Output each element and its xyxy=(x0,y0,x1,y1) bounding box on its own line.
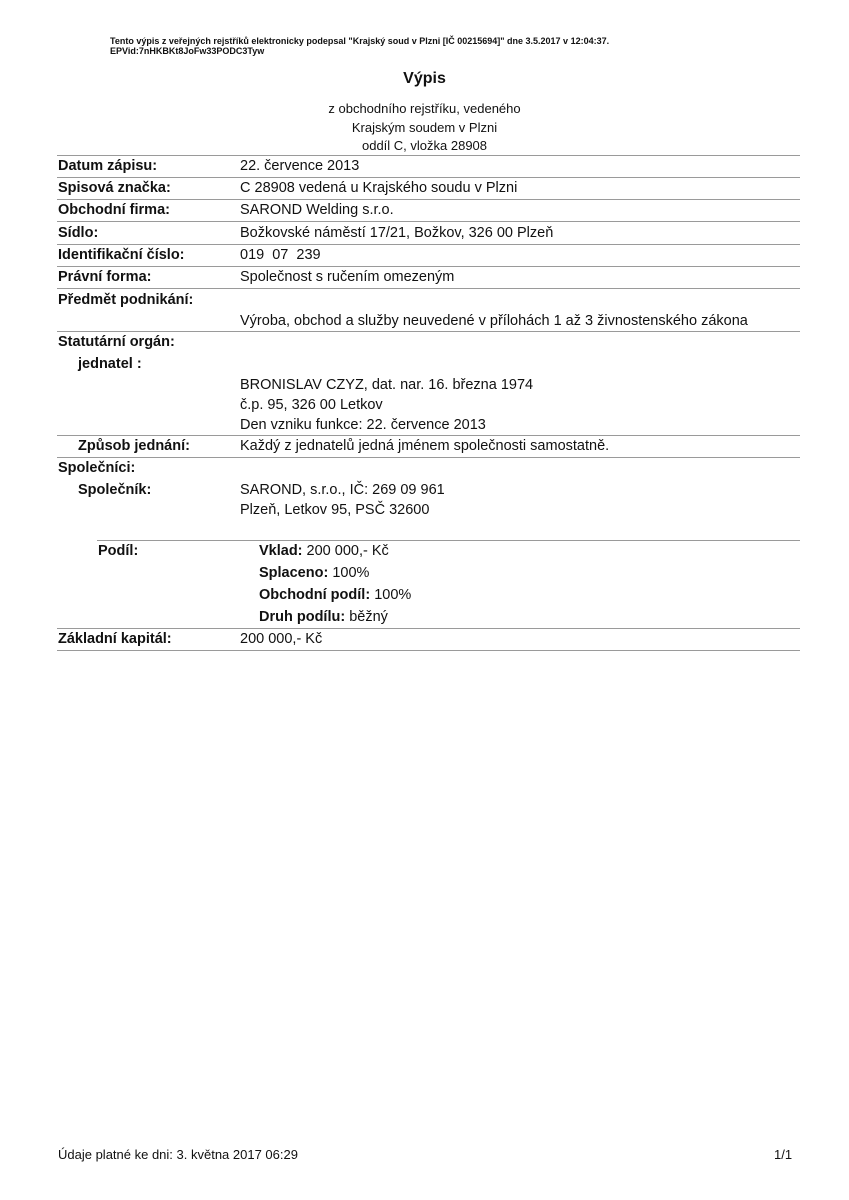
divider xyxy=(57,199,800,200)
label-jednatel: jednatel : xyxy=(78,356,142,372)
label-spolecnik: Společník: xyxy=(78,482,152,498)
label-spolecnici: Společníci: xyxy=(58,460,136,476)
jednatel-address: č.p. 95, 326 00 Letkov xyxy=(240,397,383,413)
subtitle-line-2: Krajským soudem v Plzni xyxy=(351,120,498,135)
jednatel-start-date: Den vzniku funkce: 22. července 2013 xyxy=(240,417,486,433)
value-zpusob-jednani: Každý z jednatelů jedná jménem společnosti samostatně. xyxy=(240,438,610,454)
divider xyxy=(57,155,800,156)
label-obchodni-firma: Obchodní firma: xyxy=(58,202,170,218)
label-druh-podilu: Druh podílu: xyxy=(259,609,346,625)
divider xyxy=(57,435,800,436)
value-obchodni-podil: 100% xyxy=(374,587,412,603)
label-podil: Podíl: xyxy=(98,543,139,559)
label-vklad: Vklad: xyxy=(259,543,303,559)
label-datum-zapisu: Datum zápisu: xyxy=(58,158,158,174)
epvid-line: EPVid:7nHKBKt8JoFw33PODC3Tyw xyxy=(110,46,265,56)
divider xyxy=(57,331,800,332)
value-predmet-podnikani: Výroba, obchod a služby neuvedené v přílohách 1 až 3 živnostenského zákona xyxy=(240,313,748,329)
label-zpusob-jednani: Způsob jednání: xyxy=(78,438,190,454)
label-zakladni-kapital: Základní kapitál: xyxy=(58,631,172,647)
divider xyxy=(57,221,800,222)
subtitle-line-1: z obchodního rejstříku, vedeného xyxy=(328,101,521,116)
signature-line: Tento výpis z veřejných rejstříků elektronicky podepsal "Krajský soud v Plzni [IČ 00215694]" dne 3.5.2017 v 12:04:37. xyxy=(110,36,610,46)
divider xyxy=(97,540,800,541)
divider xyxy=(57,288,800,289)
label-predmet-podnikani: Předmět podnikání: xyxy=(58,292,194,308)
label-spisova-znacka: Spisová značka: xyxy=(58,180,171,196)
divider xyxy=(57,457,800,458)
row-druh-podilu xyxy=(259,609,388,625)
value-splaceno: 100% xyxy=(332,565,370,581)
label-obchodni-podil: Obchodní podíl: xyxy=(259,587,371,603)
value-zakladni-kapital: 200 000,- Kč xyxy=(240,631,323,647)
spolecnik-name: SAROND, s.r.o., IČ: 269 09 961 xyxy=(240,482,445,498)
divider xyxy=(57,628,800,629)
row-vklad xyxy=(259,543,389,559)
subtitle-line-3: oddíl C, vložka 28908 xyxy=(361,138,488,153)
value-druh-podilu: běžný xyxy=(349,609,388,625)
row-splaceno xyxy=(259,565,369,581)
divider xyxy=(57,650,800,651)
label-splaceno: Splaceno: xyxy=(259,565,329,581)
value-identifikacni-cislo: 019 07 239 xyxy=(240,247,321,263)
divider xyxy=(57,266,800,267)
label-pravni-forma: Právní forma: xyxy=(58,269,152,285)
label-statutarni-organ: Statutární orgán: xyxy=(58,334,175,350)
value-vklad: 200 000,- Kč xyxy=(306,543,389,559)
divider xyxy=(57,177,800,178)
divider xyxy=(57,244,800,245)
value-obchodni-firma: SAROND Welding s.r.o. xyxy=(240,202,394,218)
value-pravni-forma: Společnost s ručením omezeným xyxy=(240,269,455,285)
value-datum-zapisu: 22. července 2013 xyxy=(240,158,360,174)
page-number: 1/1 xyxy=(774,1147,793,1162)
signature-note xyxy=(110,36,609,56)
value-sidlo: Božkovské náměstí 17/21, Božkov, 326 00 Plzeň xyxy=(240,225,554,241)
jednatel-name: BRONISLAV CZYZ, dat. nar. 16. března 1974 xyxy=(240,377,534,393)
label-sidlo: Sídlo: xyxy=(58,225,99,241)
document-title: Výpis xyxy=(403,70,446,87)
value-spisova-znacka: C 28908 vedená u Krajského soudu v Plzni xyxy=(240,180,518,196)
footer-valid-date: Údaje platné ke dni: 3. května 2017 06:29 xyxy=(58,1147,298,1162)
row-obchodni-podil xyxy=(259,587,411,603)
spolecnik-address: Plzeň, Letkov 95, PSČ 32600 xyxy=(240,502,430,518)
label-identifikacni-cislo: Identifikační číslo: xyxy=(58,247,185,263)
